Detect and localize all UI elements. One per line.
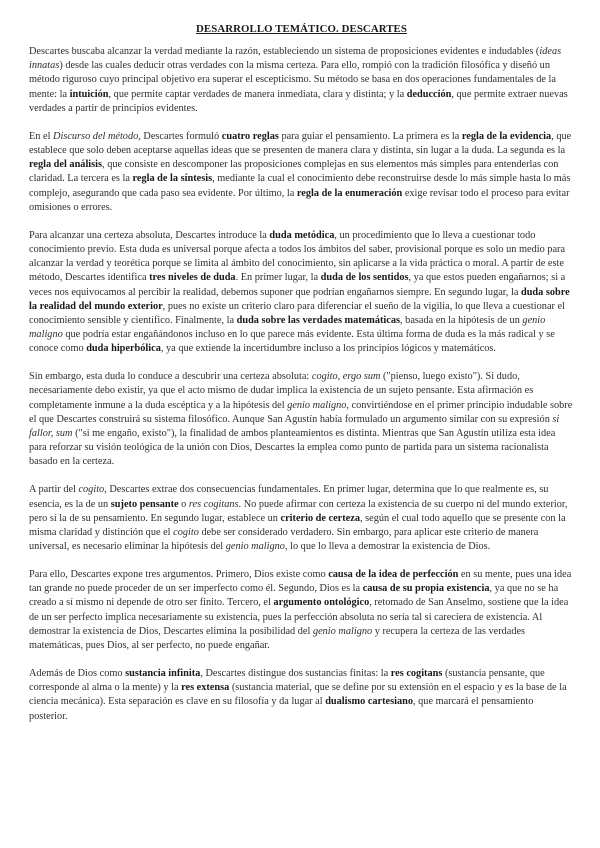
bold-term: sustancia infinita bbox=[125, 668, 201, 680]
text: , pues no existe un criterio claro para diferenciar el sueño de la vigilia, lo que lleva a cuestionar el conocimiento sensible y científico. Finalmente, la bbox=[29, 300, 565, 326]
document-page bbox=[29, 22, 574, 738]
text: , mediante la cual el conocimiento debe reconstruirse desde lo más simple hasta lo más complejo, asegurando que cada paso sea evidente. Por último, la bbox=[29, 173, 571, 199]
paragraph-rules bbox=[29, 130, 574, 215]
paragraph-god bbox=[29, 568, 574, 653]
bold-term: sujeto pensante bbox=[110, 498, 179, 510]
text: , basada en la hipótesis de un bbox=[400, 314, 523, 326]
italic-term: Discurso del método bbox=[53, 130, 139, 142]
text: , que establece que solo deben aceptarse aquellas ideas que se presenten de manera clara y distinta, sin lugar a la duda. La segunda es la bbox=[29, 130, 572, 157]
text: , que permite extraer nuevas verdades a partir de principios evidentes. bbox=[29, 88, 568, 114]
italic-term: res cogitans bbox=[188, 498, 239, 510]
text: , Descartes distingue dos sustancias finitas: la bbox=[200, 668, 391, 680]
text: debe ser considerado verdadero. Sin embargo, para aplicar este criterio de manera universal, es necesario eliminar la hipótesis del bbox=[29, 526, 539, 552]
document-title: DESARROLLO TEMÁTICO. DESCARTES bbox=[196, 23, 407, 35]
text: , retomado de San Anselmo, sostiene que la idea de un ser perfecto implica necesariamente su existencia, pues la perfección absoluta no sería tal si careciera de existencia. Al demostrar la existencia de Dios, Descartes elimina la posibilidad del bbox=[29, 597, 569, 637]
text: A partir del bbox=[29, 484, 79, 496]
paragraph-methods bbox=[29, 45, 574, 116]
text: . En primer lugar, la bbox=[235, 272, 321, 284]
text: , que consiste en descomponer las proposiciones complejas en sus elementos más simples para entenderlas con claridad. La tercera es la bbox=[29, 159, 559, 185]
text: , que permite captar verdades de manera inmediata, clara y distinta; y la bbox=[108, 88, 407, 100]
text: , según el cual todo aquello que se presente con la misma claridad y distinción que el bbox=[29, 512, 566, 538]
bold-term: regla de la evidencia bbox=[461, 130, 552, 142]
text: y recupera la certeza de las verdades matemáticas, pues Dios, al ser perfecto, no puede engañar. bbox=[29, 625, 526, 651]
text: , ya que no se ha creado a sí mismo ni depende de otro ser finito. Tercero, el bbox=[29, 583, 559, 609]
italic-term: cogito, ergo sum bbox=[311, 371, 381, 383]
bold-term: deducción bbox=[406, 88, 452, 100]
bold-term: regla de la síntesis bbox=[132, 173, 213, 185]
text: Para alcanzar una certeza absoluta, Descartes introduce la bbox=[29, 229, 270, 241]
text: Además de Dios como bbox=[29, 668, 126, 680]
text: ("si me engaño, existo"), la finalidad de ambos planteamientos es distinta. Mientras que San Agustín utiliza esta idea para reforzar su visión teológica de la unión con Dios, Descartes la emplea como punto de partida para un sistema racionalista basado en la certeza. bbox=[29, 427, 556, 468]
text: , un procedimiento que lo lleva a cuestionar todo conocimiento previo. Esta duda es universal porque afecta a todos los ámbitos del saber, provisional porque es solo un medio para alcanzar la verdad y teorética porque se limita al ámbito del conocimiento, sin aplicarse a la vida práctica o moral. A partir de este método, Descartes identifica bbox=[29, 229, 566, 284]
paragraph-doubt bbox=[29, 229, 574, 356]
text: en su mente, pues una idea tan grande no puede proceder de un ser imperfecto como él. Segundo, Dios es la bbox=[29, 569, 572, 595]
italic-term: genio maligno bbox=[29, 314, 546, 340]
text: , convirtiéndose en el primer principio indudable sobre el que Descartes construirá su sistema filosófico. Aunque San Agustín había formulado un argumento similar con su expresión bbox=[29, 399, 573, 425]
text: , lo que lo lleva a demostrar la existencia de Dios. bbox=[284, 541, 491, 552]
text: Sin embargo, esta duda lo conduce a descubrir una certeza absoluta: bbox=[29, 371, 312, 383]
text: ) desde las cuales deducir otras verdades con la misma certeza. Para ello, rompió con la tradición filosófica y diseñó un método riguroso cuyo principal objetivo era superar el escepticismo. Su método se basa en dos operaciones fundamentales de la mente: la bbox=[29, 60, 556, 100]
text: exige revisar todo el proceso para evitar omisiones o errores. bbox=[29, 187, 570, 213]
italic-term: cogito bbox=[173, 526, 199, 538]
bold-term: duda hiperbólica bbox=[86, 343, 161, 355]
bold-term: duda sobre las verdades matemáticas bbox=[236, 314, 401, 326]
bold-term: cuatro reglas bbox=[221, 130, 279, 142]
text: , Descartes extrae dos consecuencias fundamentales. En primer lugar, determina que lo que realmente es, su esencia, es la de un bbox=[29, 484, 549, 510]
bold-term: duda metódica bbox=[269, 229, 335, 241]
bold-term: tres niveles de duda bbox=[149, 272, 236, 284]
bold-term: res cogitans bbox=[390, 668, 443, 680]
bold-term: intuición bbox=[69, 88, 109, 100]
bold-term: regla de la enumeración bbox=[296, 187, 403, 199]
bold-term: causa de su propia existencia bbox=[362, 583, 490, 595]
paragraph-consequences bbox=[29, 483, 574, 554]
bold-term: regla del análisis bbox=[29, 159, 103, 171]
bold-term: criterio de certeza bbox=[280, 512, 360, 524]
text: que podría estar engañándonos incluso en lo que parece más evidente. Esta última forma de duda es la más radical y se conoce como bbox=[29, 328, 555, 355]
text: Descartes buscaba alcanzar la verdad mediante la razón, estableciendo un sistema de proposiciones evidentes e indudables ( bbox=[29, 46, 540, 58]
paragraph-cogito bbox=[29, 370, 574, 469]
bold-term: dualismo cartesiano bbox=[325, 696, 413, 708]
italic-term: si fallor, sum bbox=[29, 413, 560, 439]
paragraph-substances bbox=[29, 667, 574, 724]
bold-term: duda sobre la realidad del mundo exterior bbox=[29, 286, 570, 312]
bold-term: duda de los sentidos bbox=[320, 272, 409, 284]
text: (sustancia material, que se define por su extensión en el espacio y es la base de la ciencia mecánica). Esta separación es clave en su filosofía y da lugar al bbox=[29, 682, 567, 708]
text: En el bbox=[29, 130, 54, 142]
text: , ya que extiende la incertidumbre incluso a los principios lógicos y matemáticos. bbox=[160, 343, 497, 355]
italic-term: genio maligno bbox=[225, 541, 285, 552]
text: (sustancia pensante, que corresponde al alma o la mente) y la bbox=[29, 668, 545, 694]
bold-term: causa de la idea de perfección bbox=[328, 569, 459, 581]
text: , que marcará el pensamiento posterior. bbox=[29, 696, 534, 722]
text: ("pienso, luego existo"). Si dudo, necesariamente debo existir, ya que el acto mismo de dudar implica la existencia de un sujeto pensante. Esta afirmación es completamente inmune a la duda escéptica y a la hipótesis del bbox=[29, 371, 534, 411]
italic-term: genio maligno bbox=[287, 399, 347, 411]
bold-term: res extensa bbox=[181, 682, 230, 694]
text: para guiar el pensamiento. La primera es la bbox=[278, 130, 462, 142]
italic-term: ideas innatas bbox=[29, 46, 562, 72]
italic-term: cogito bbox=[78, 484, 105, 496]
bold-term: argumento ontológico bbox=[273, 597, 370, 609]
text: , ya que estos pueden engañarnos; si a veces nos equivocamos al percibir la realidad, debemos suponer que podrían engañarnos siempre. En segundo lugar, la bbox=[29, 272, 566, 298]
text: o bbox=[178, 498, 189, 510]
text: Para ello, Descartes expone tres argumentos. Primero, Dios existe como bbox=[29, 569, 329, 581]
italic-term: genio maligno bbox=[312, 625, 373, 637]
text: . No puede afirmar con certeza la existencia de su cuerpo ni del mundo exterior, pero sí la de su pensamiento. En segundo lugar, establece un bbox=[29, 498, 568, 524]
text: , Descartes formuló bbox=[138, 130, 222, 142]
